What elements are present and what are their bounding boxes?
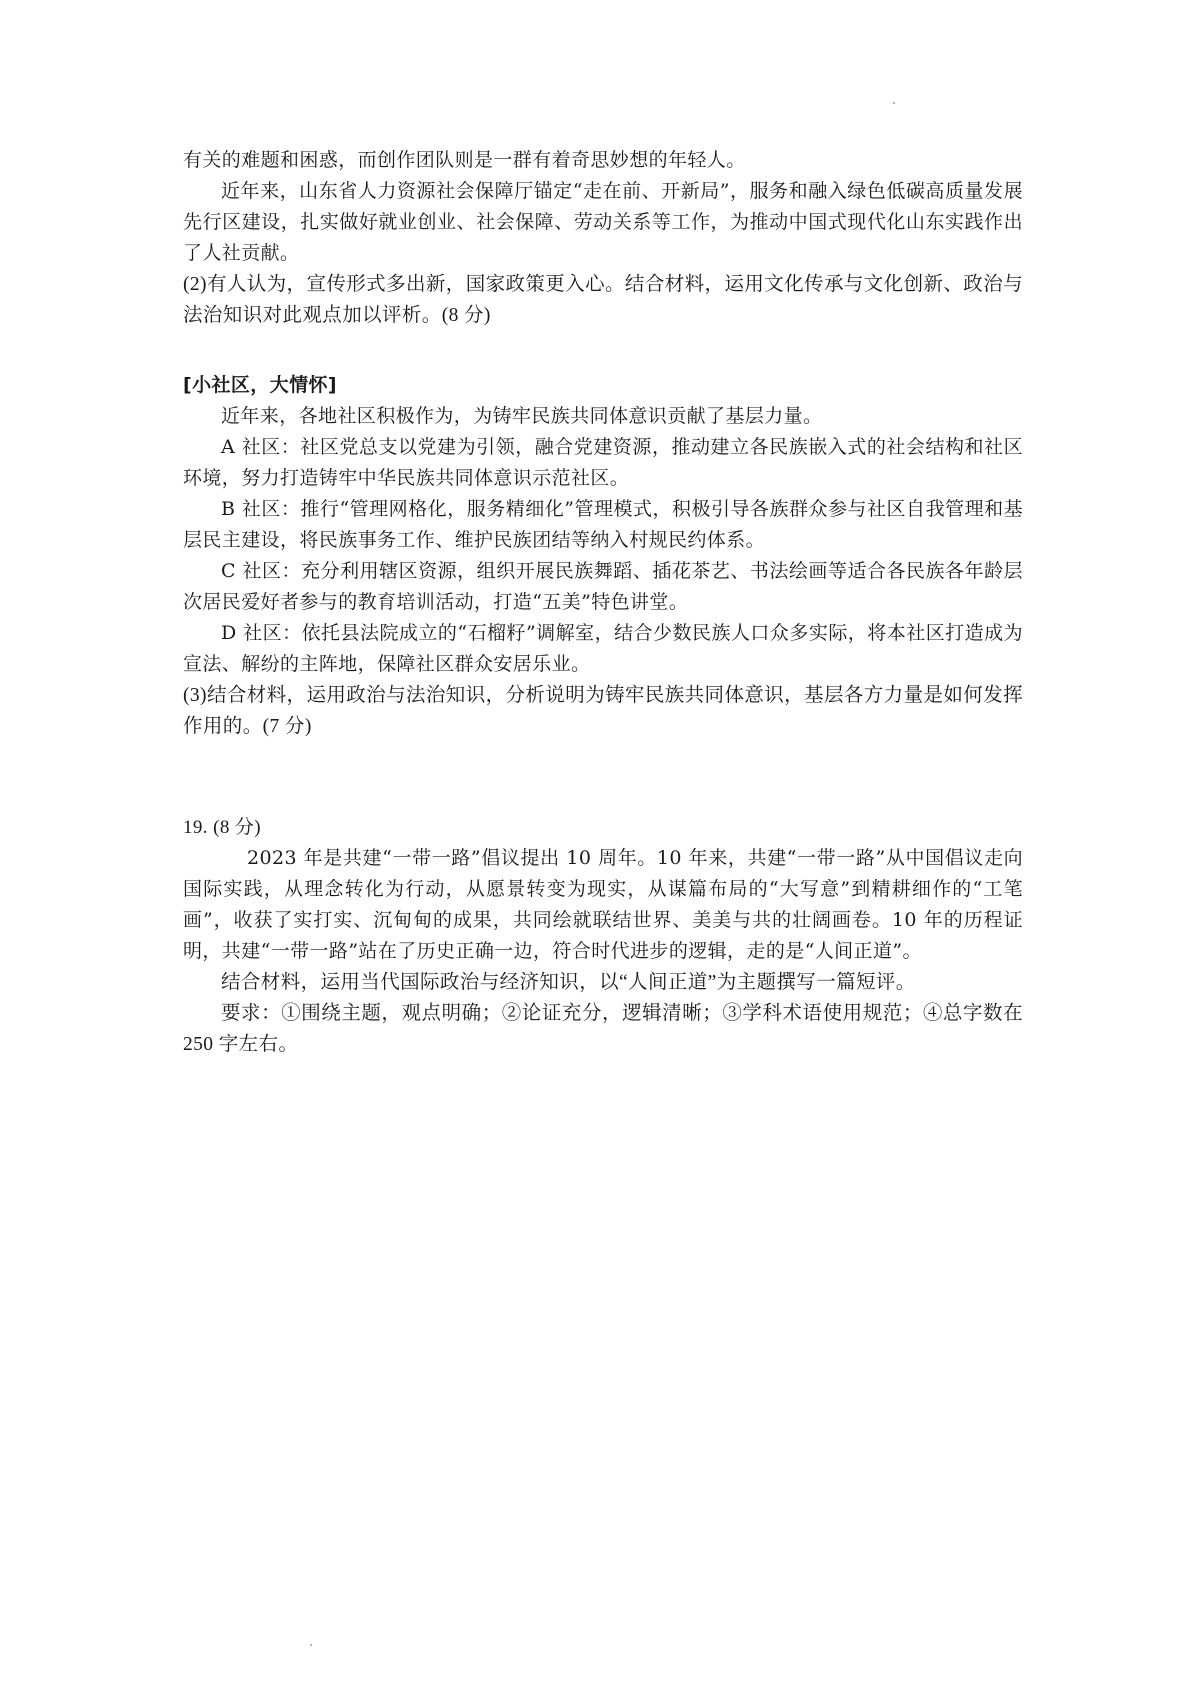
question-19-material: 2023 年是共建“一带一路”倡议提出 10 周年。10 年来，共建“一带一路”从中国倡议走向国际实践，从理念转化为行动，从愿景转变为现实，从谋篇布局的“大写意”到精耕细作的“工笔画”，收获了实打实、沉甸甸的成果，共同绘就联结世界、美美与共的壮阔画卷。10 年的历程证明，共建“一带一路”站在了历史正确一边，符合时代进步的逻辑，走的是“人间正道”。 [183, 847, 1023, 962]
continued-line: 有关的难题和困惑，而创作团队则是一群有着奇思妙想的年轻人。 [183, 149, 746, 171]
section-intro: 近年来，各地社区积极作为，为铸牢民族共同体意识贡献了基层力量。 [221, 405, 823, 427]
section-heading: [小社区，大情怀] [183, 374, 337, 396]
section-small-community [183, 370, 1023, 742]
scan-speck [893, 102, 895, 104]
question-19-number: 19. (8 分) [183, 817, 262, 838]
community-d: D 社区：依托县法院成立的“石榴籽”调解室，结合少数民族人口众多实际，将本社区打造成为宣法、解纷的主阵地，保障社区群众安居乐业。 [183, 622, 1023, 675]
community-b: B 社区：推行“管理网格化，服务精细化”管理模式，积极引导各族群众参与社区自我管理和基层民主建设，将民族事务工作、维护民族团结等纳入村规民约体系。 [183, 498, 1023, 551]
question-3: (3)结合材料，运用政治与法治知识，分析说明为铸牢民族共同体意识，基层各方力量是如何发挥作用的。(7 分) [183, 685, 1023, 737]
material-paragraph: 近年来，山东省人力资源社会保障厅锚定“走在前、开新局”，服务和融入绿色低碳高质量发展先行区建设，扎实做好就业创业、社会保障、劳动关系等工作，为推动中国式现代化山东实践作出了人社贡献。 [183, 180, 1023, 264]
question-19-block [183, 812, 1023, 1060]
question-19-task: 结合材料，运用当代国际政治与经济知识，以“人间正道”为主题撰写一篇短评。 [221, 972, 916, 993]
question-19-requirements: 要求：①围绕主题，观点明确；②论证充分，逻辑清晰；③学科术语使用规范；④总字数在 250 字左右。 [183, 1003, 1023, 1055]
material-block-1 [183, 145, 1023, 331]
scan-speck [310, 1644, 312, 1646]
question-2: (2)有人认为，宣传形式多出新，国家政策更入心。结合材料，运用文化传承与文化创新、政治与法治知识对此观点加以评析。(8 分) [183, 274, 1023, 326]
community-a: A 社区：社区党总支以党建为引领，融合党建资源，推动建立各民族嵌入式的社会结构和社区环境，努力打造铸牢中华民族共同体意识示范社区。 [183, 436, 1023, 489]
community-c: C 社区：充分利用辖区资源，组织开展民族舞蹈、插花茶艺、书法绘画等适合各民族各年龄层次居民爱好者参与的教育培训活动，打造“五美”特色讲堂。 [183, 560, 1023, 613]
